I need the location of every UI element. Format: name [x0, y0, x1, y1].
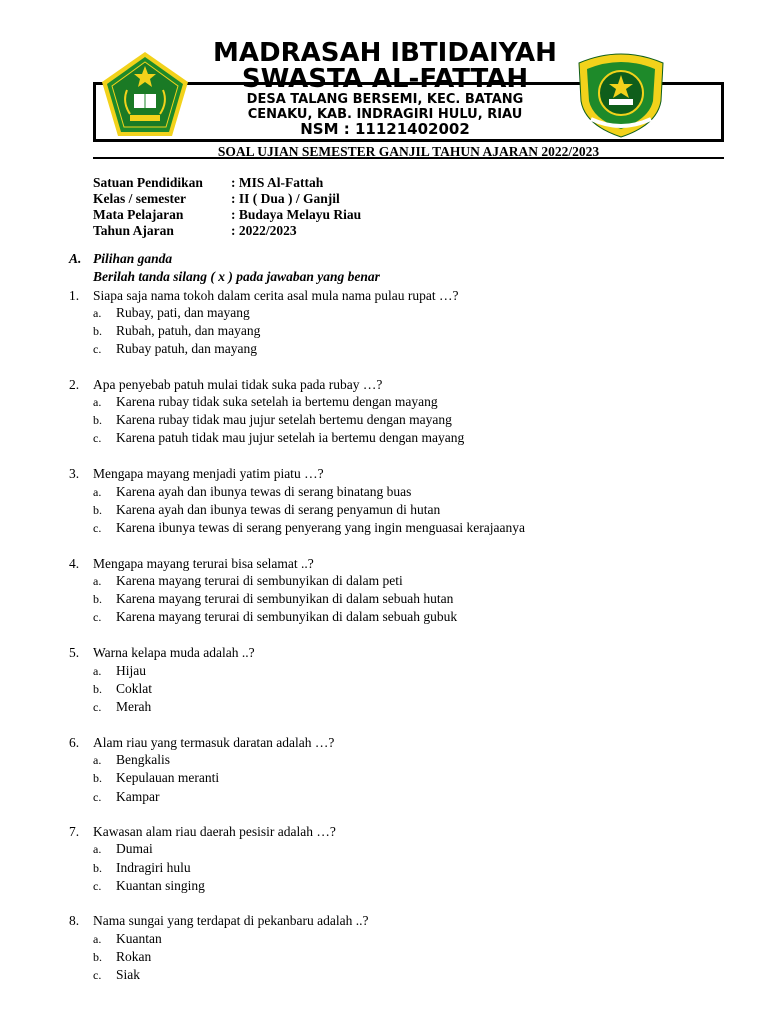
address-line2: CENAKU, KAB. INDRAGIRI HULU, RIAU — [247, 107, 523, 122]
section-title: Pilihan ganda — [93, 251, 173, 266]
option — [93, 609, 457, 625]
option-text: Karena mayang terurai di sembunyikan di dalam sebuah gubuk — [116, 609, 458, 624]
option-text: Karena mayang terurai di sembunyikan di dalam sebuah hutan — [116, 591, 454, 606]
option — [93, 412, 452, 428]
option — [93, 681, 152, 697]
option — [93, 931, 162, 947]
option-letter: b. — [93, 861, 102, 875]
option-letter: b. — [93, 503, 102, 517]
question-5 — [69, 645, 255, 661]
option-letter: a. — [93, 842, 102, 856]
option — [93, 860, 191, 876]
question-2 — [69, 377, 382, 393]
question-4 — [69, 556, 314, 572]
option-letter: c. — [93, 968, 102, 982]
nsm-number: NSM : 11121402002 — [300, 120, 470, 138]
option — [93, 573, 403, 589]
option-text: Merah — [116, 699, 152, 714]
option-text: Karena ibunya tewas di serang penyerang yang ingin menguasai kerajaanya — [116, 520, 525, 535]
question-text: Nama sungai yang terdapat di pekanbaru adalah ..? — [93, 913, 369, 928]
question-text: Mengapa mayang terurai bisa selamat ..? — [93, 556, 314, 571]
info-row — [93, 223, 297, 239]
option — [93, 841, 153, 857]
option — [93, 949, 151, 965]
info-key: Tahun Ajaran — [93, 223, 174, 238]
question-8 — [69, 913, 369, 929]
info-value: : MIS Al-Fattah — [231, 175, 324, 190]
question-6 — [69, 735, 334, 751]
option-text: Kuantan singing — [116, 878, 205, 893]
option — [93, 430, 464, 446]
option-letter: c. — [93, 879, 102, 893]
option-text: Rubay patuh, dan mayang — [116, 341, 257, 356]
option — [93, 878, 205, 894]
option-text: Karena mayang terurai di sembunyikan di dalam peti — [116, 573, 403, 588]
school-shield-logo-icon — [573, 49, 669, 139]
question-number: 8. — [69, 913, 80, 928]
option-letter: a. — [93, 306, 102, 320]
option-letter: b. — [93, 682, 102, 696]
option-text: Karena ayah dan ibunya tewas di serang penyamun di hutan — [116, 502, 441, 517]
question-text: Siapa saja nama tokoh dalam cerita asal mula nama pulau rupat …? — [93, 288, 459, 303]
option-text: Rubah, patuh, dan mayang — [116, 323, 261, 338]
option-letter: b. — [93, 592, 102, 606]
option — [93, 323, 260, 339]
question-3 — [69, 466, 324, 482]
section-instruction: Berilah tanda silang ( x ) pada jawaban yang benar — [93, 269, 380, 284]
info-value: : Budaya Melayu Riau — [231, 207, 362, 222]
info-value: : II ( Dua ) / Ganjil — [231, 191, 340, 206]
option-text: Karena rubay tidak mau jujur setelah bertemu dengan mayang — [116, 412, 452, 427]
info-key: Mata Pelajaran — [93, 207, 184, 222]
question-number: 2. — [69, 377, 80, 392]
option-text: Karena ayah dan ibunya tewas di serang binatang buas — [116, 484, 412, 499]
question-1 — [69, 288, 459, 304]
info-row — [93, 207, 361, 223]
option-letter: c. — [93, 342, 102, 356]
question-number: 7. — [69, 824, 80, 839]
option-text: Siak — [116, 967, 141, 982]
option — [93, 967, 140, 983]
option — [93, 699, 151, 715]
question-text: Warna kelapa muda adalah ..? — [93, 645, 255, 660]
question-text: Apa penyebab patuh mulai tidak suka pada rubay …? — [93, 377, 383, 392]
option-text: Dumai — [116, 841, 153, 856]
option — [93, 305, 250, 321]
option — [93, 394, 438, 410]
option-text: Coklat — [116, 681, 152, 696]
school-title-line2: SWASTA AL-FATTAH — [241, 64, 529, 94]
info-value: : 2022/2023 — [231, 223, 297, 238]
section-letter: A. — [69, 251, 82, 266]
option-text: Indragiri hulu — [116, 860, 191, 875]
option-letter: a. — [93, 664, 102, 678]
question-text: Mengapa mayang menjadi yatim piatu …? — [93, 466, 324, 481]
option-text: Bengkalis — [116, 752, 170, 767]
question-number: 5. — [69, 645, 80, 660]
option-letter: a. — [93, 574, 102, 588]
option-text: Karena rubay tidak suka setelah ia bertemu dengan mayang — [116, 394, 438, 409]
option-text: Rubay, pati, dan mayang — [116, 305, 250, 320]
info-row — [93, 175, 323, 191]
option-letter: a. — [93, 932, 102, 946]
option-text: Kampar — [116, 789, 160, 804]
question-7 — [69, 824, 336, 840]
school-title-line1: MADRASAH IBTIDAIYAH — [213, 38, 557, 68]
option — [93, 484, 411, 500]
option-letter: c. — [93, 610, 102, 624]
option-text: Kuantan — [116, 931, 162, 946]
option-text: Kepulauan meranti — [116, 770, 220, 785]
option — [93, 341, 257, 357]
option-letter: a. — [93, 753, 102, 767]
question-text: Alam riau yang termasuk daratan adalah …? — [93, 735, 335, 750]
option — [93, 789, 159, 805]
info-key: Kelas / semester — [93, 191, 186, 206]
question-number: 1. — [69, 288, 80, 303]
option — [93, 520, 525, 536]
option-letter: c. — [93, 431, 102, 445]
option — [93, 591, 453, 607]
question-number: 3. — [69, 466, 80, 481]
question-text: Kawasan alam riau daerah pesisir adalah …? — [93, 824, 336, 839]
option-letter: a. — [93, 485, 102, 499]
info-key: Satuan Pendidikan — [93, 175, 203, 190]
option — [93, 502, 440, 518]
option — [93, 752, 170, 768]
option — [93, 663, 146, 679]
option-letter: b. — [93, 324, 102, 338]
option-text: Hijau — [116, 663, 146, 678]
option-letter: b. — [93, 771, 102, 785]
kemenag-pentagon-logo-icon — [100, 50, 190, 138]
option-letter: c. — [93, 790, 102, 804]
option-letter: b. — [93, 950, 102, 964]
option-letter: c. — [93, 521, 102, 535]
option-text: Karena patuh tidak mau jujur setelah ia bertemu dengan mayang — [116, 430, 465, 445]
option — [93, 770, 219, 786]
option-text: Rokan — [116, 949, 152, 964]
question-number: 4. — [69, 556, 80, 571]
option-letter: a. — [93, 395, 102, 409]
question-number: 6. — [69, 735, 80, 750]
address-line1: DESA TALANG BERSEMI, KEC. BATANG — [246, 92, 524, 107]
info-row — [93, 191, 340, 207]
option-letter: b. — [93, 413, 102, 427]
option-letter: c. — [93, 700, 102, 714]
exam-title: SOAL UJIAN SEMESTER GANJIL TAHUN AJARAN 2022/2023 — [217, 144, 600, 159]
